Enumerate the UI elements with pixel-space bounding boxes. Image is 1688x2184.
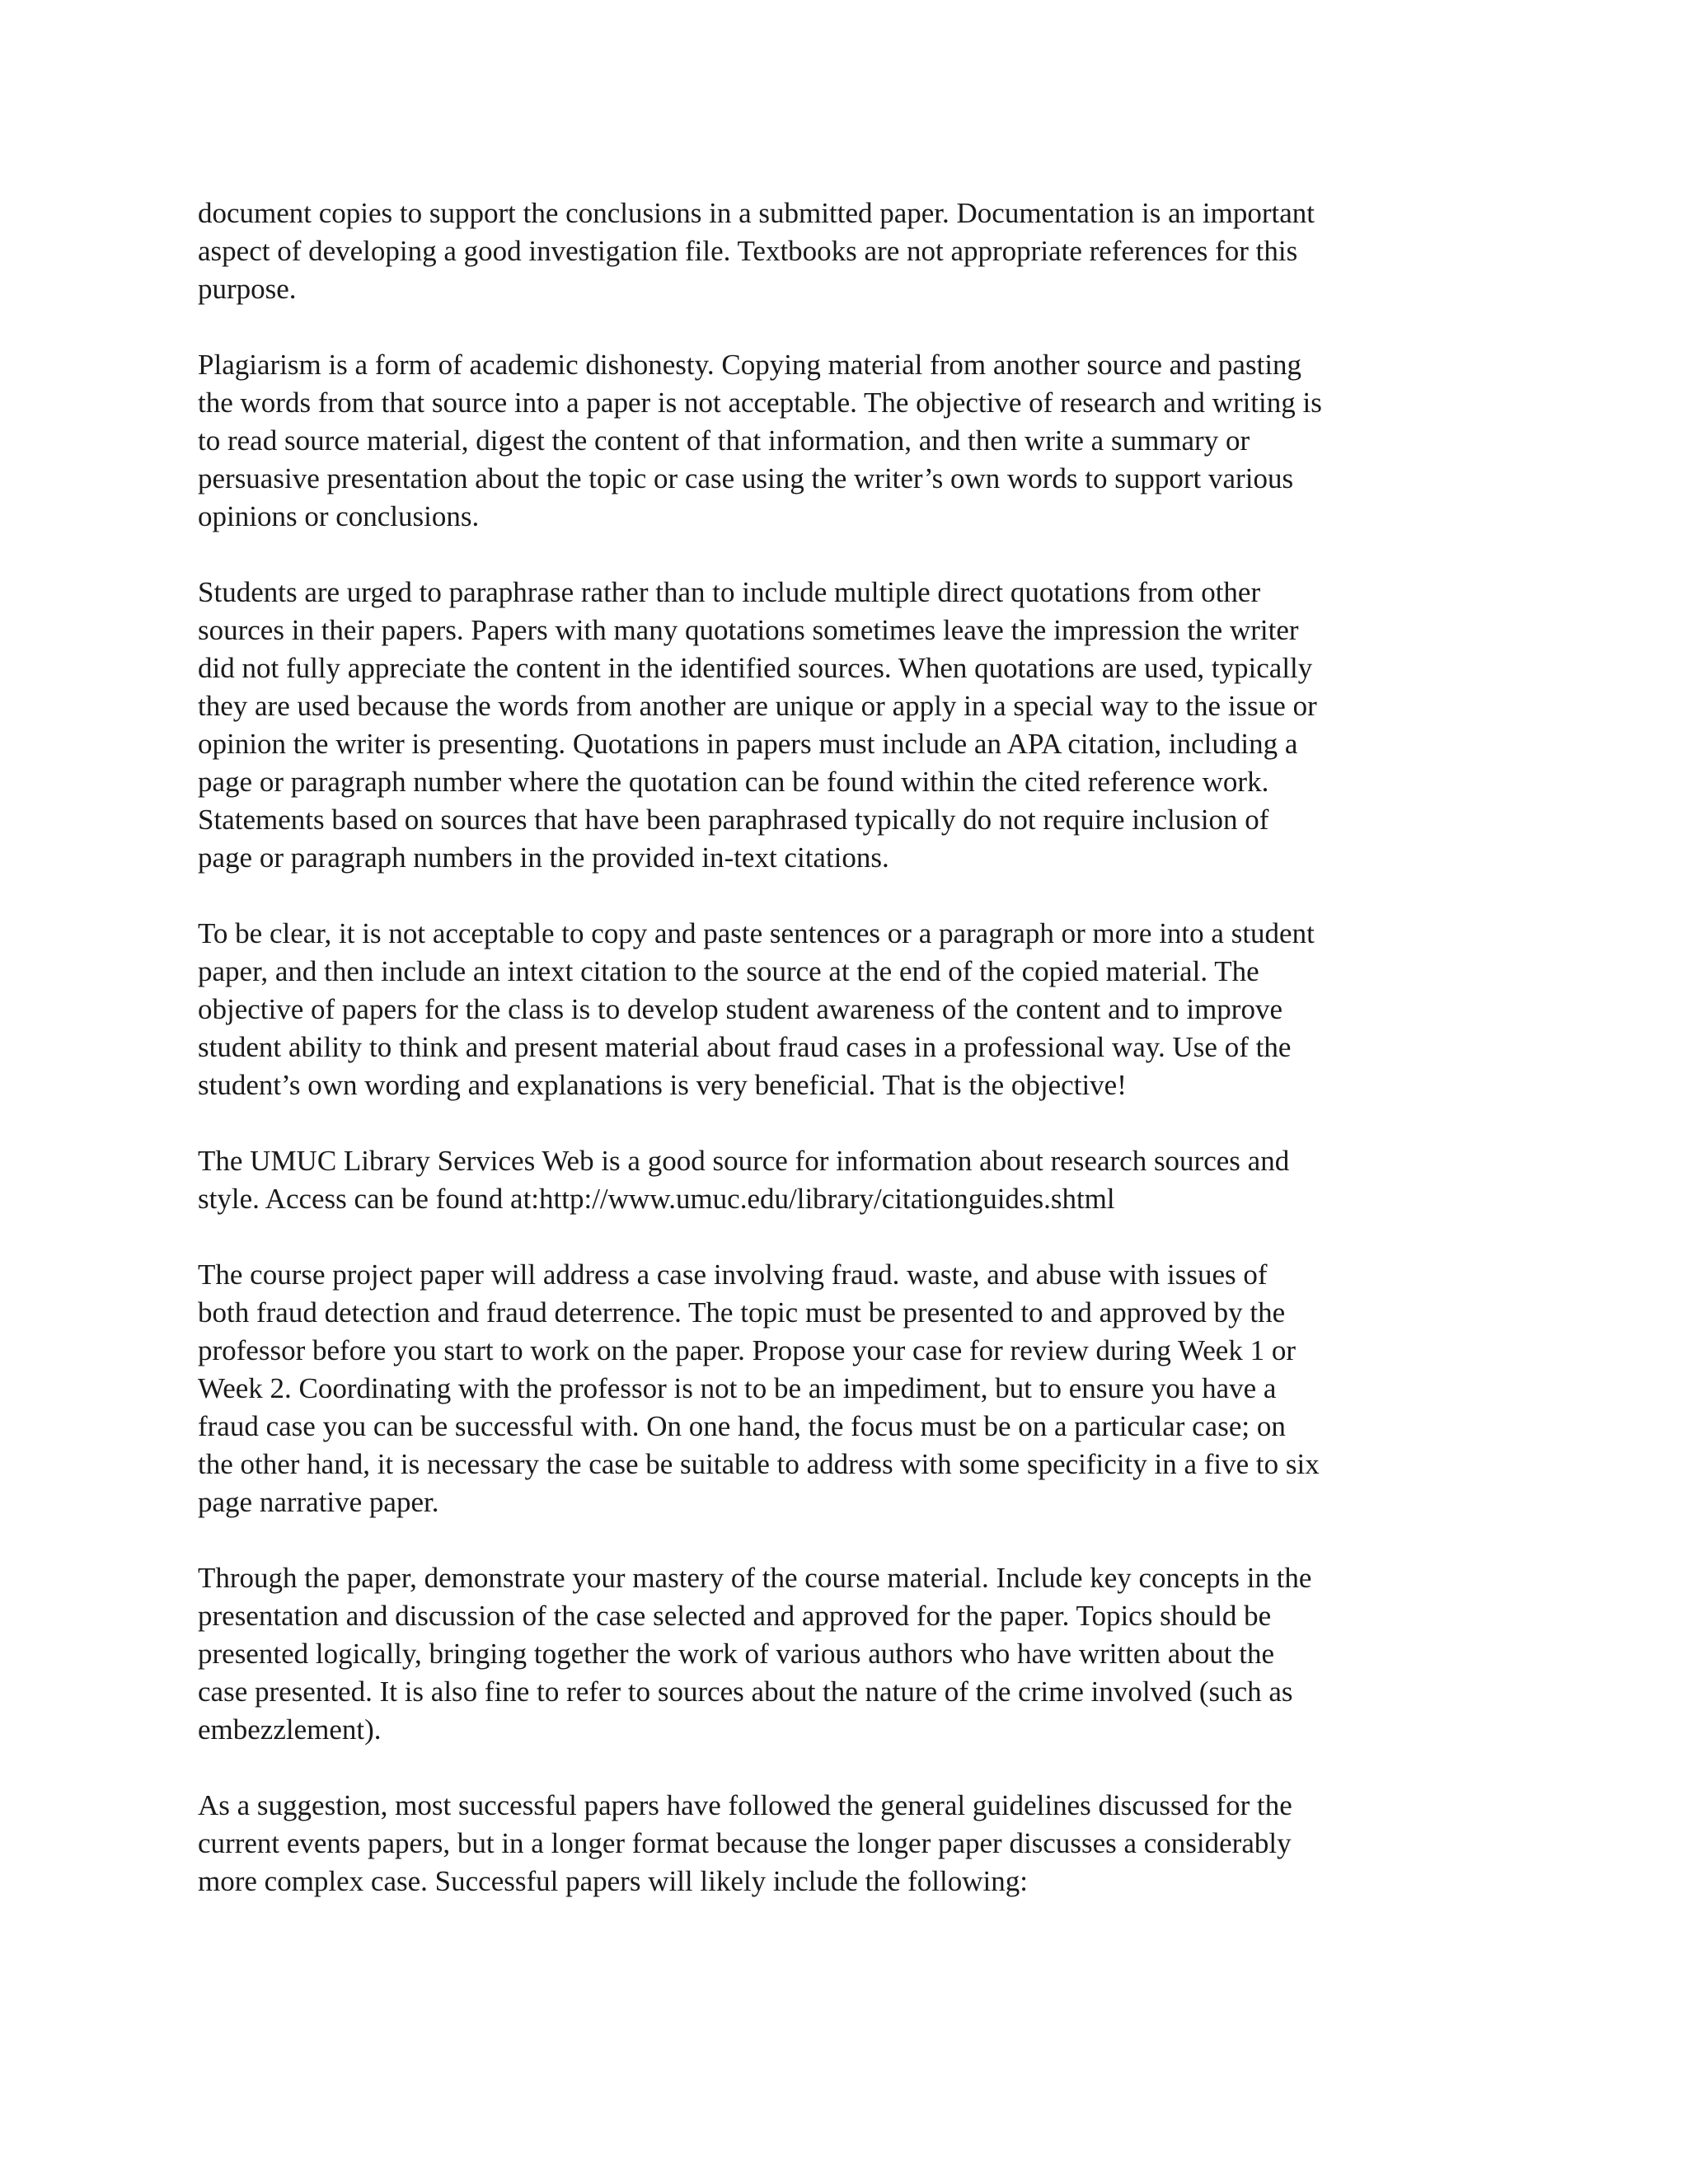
paragraph-documentation	[198, 194, 1484, 308]
text-line: The UMUC Library Services Web is a good source for information about research sources and	[198, 1145, 1290, 1177]
text-line: style. Access can be found at:http://www.umuc.edu/library/citationguides.shtml	[198, 1183, 1115, 1215]
text-line: more complex case. Successful papers will likely include the following:	[198, 1865, 1028, 1897]
text-line: Students are urged to paraphrase rather than to include multiple direct quotations from other	[198, 576, 1261, 608]
paragraph-library	[198, 1142, 1484, 1218]
text-line: student’s own wording and explanations is very beneficial. That is the objective!	[198, 1069, 1127, 1101]
text-line: opinions or conclusions.	[198, 500, 480, 532]
text-line: the words from that source into a paper is not acceptable. The objective of research and writing is	[198, 387, 1322, 419]
text-line: aspect of developing a good investigation file. Textbooks are not appropriate references for this	[198, 235, 1298, 267]
text-line: page or paragraph number where the quotation can be found within the cited reference work.	[198, 766, 1269, 798]
text-line: professor before you start to work on the paper. Propose your case for review during Week 1 or	[198, 1334, 1296, 1366]
paragraph-mastery	[198, 1559, 1484, 1749]
text-line: page narrative paper.	[198, 1486, 439, 1518]
text-line: document copies to support the conclusions in a submitted paper. Documentation is an important	[198, 197, 1315, 229]
text-line: As a suggestion, most successful papers have followed the general guidelines discussed for the	[198, 1789, 1292, 1821]
text-line: Week 2. Coordinating with the professor is not to be an impediment, but to ensure you have a	[198, 1372, 1277, 1404]
text-line: presentation and discussion of the case selected and approved for the paper. Topics should be	[198, 1600, 1272, 1632]
text-line: presented logically, bringing together the work of various authors who have written about the	[198, 1638, 1274, 1670]
text-line: to read source material, digest the content of that information, and then write a summary or	[198, 424, 1250, 457]
paragraph-plagiarism	[198, 346, 1484, 536]
text-line: embezzlement).	[198, 1713, 382, 1746]
text-line: Through the paper, demonstrate your mastery of the course material. Include key concepts in the	[198, 1562, 1312, 1594]
text-line: The course project paper will address a case involving fraud. waste, and abuse with issues of	[198, 1258, 1268, 1291]
text-line: the other hand, it is necessary the case be suitable to address with some specificity in a five to six	[198, 1448, 1320, 1480]
text-line: Plagiarism is a form of academic dishonesty. Copying material from another source and pasting	[198, 349, 1302, 381]
text-line: To be clear, it is not acceptable to copy and paste sentences or a paragraph or more into a student	[198, 917, 1315, 949]
text-line: fraud case you can be successful with. On one hand, the focus must be on a particular case; on	[198, 1410, 1286, 1442]
paragraph-copy-paste	[198, 915, 1484, 1104]
text-line: did not fully appreciate the content in the identified sources. When quotations are used, typically	[198, 652, 1313, 684]
text-line: they are used because the words from another are unique or apply in a special way to the issue or	[198, 690, 1317, 722]
text-line: student ability to think and present material about fraud cases in a professional way. Use of the	[198, 1031, 1292, 1063]
text-line: page or paragraph numbers in the provided in-text citations.	[198, 841, 889, 874]
paragraph-course-project	[198, 1256, 1484, 1521]
text-line: current events papers, but in a longer format because the longer paper discusses a considerably	[198, 1827, 1292, 1859]
text-line: persuasive presentation about the topic or case using the writer’s own words to support various	[198, 462, 1294, 494]
text-line: paper, and then include an intext citation to the source at the end of the copied material. The	[198, 955, 1259, 987]
text-line: purpose.	[198, 273, 297, 305]
document-body	[198, 194, 1484, 1938]
text-line: case presented. It is also fine to refer to sources about the nature of the crime involved (such as	[198, 1675, 1293, 1708]
paragraph-paraphrase	[198, 574, 1484, 877]
text-line: Statements based on sources that have been paraphrased typically do not require inclusion of	[198, 804, 1269, 836]
paragraph-suggestion	[198, 1787, 1484, 1900]
text-line: both fraud detection and fraud deterrence. The topic must be presented to and approved by the	[198, 1296, 1286, 1329]
text-line: opinion the writer is presenting. Quotations in papers must include an APA citation, including a	[198, 728, 1298, 760]
text-line: sources in their papers. Papers with many quotations sometimes leave the impression the writer	[198, 614, 1299, 646]
text-line: objective of papers for the class is to develop student awareness of the content and to improve	[198, 993, 1282, 1025]
